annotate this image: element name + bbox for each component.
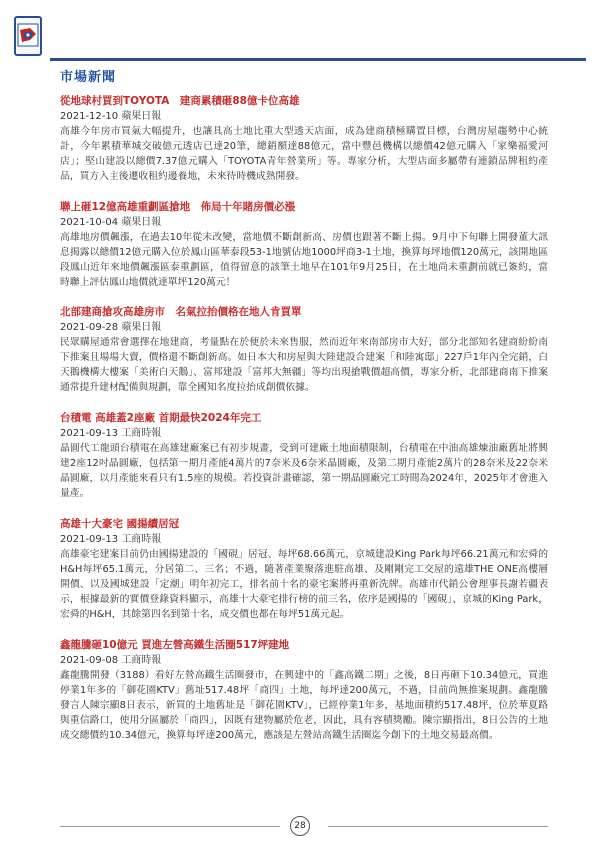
footer-rule-left xyxy=(60,826,280,827)
article-source: 蘋果日報 xyxy=(121,111,162,122)
page-footer xyxy=(0,816,600,836)
article-list xyxy=(60,94,548,759)
article-source: 工商時報 xyxy=(121,655,162,666)
article xyxy=(60,517,548,622)
article xyxy=(60,638,548,743)
article-date: 2021-09-28 xyxy=(60,322,119,333)
article-date: 2021-09-13 xyxy=(60,428,119,439)
article-body: 民眾購屋通常會選擇在地建商，考量點在於便於未來售服，然而近年來南部房市大好，部分北部知名建商紛紛南下推案且場場大賣，價格還不斷創新高。如日本大和房屋與大陸建設合建案「和陸寓邸」227戶1年內全完銷，白天鵝機構大樓案「美術白天鵝」、富邦建設「富邦大無疆」等均出現搶戰價超高價，專家分析，北部建商南下推案通常提升建材配備與規劃，靠全國知名度拉抬成創價依據。 xyxy=(60,337,548,393)
article-meta xyxy=(60,215,548,230)
article-title: 從地球村買到TOYOTA 建商累積砸88億卡位高雄 xyxy=(60,95,300,107)
article-body: 高雄今年房市買氣大幅提升，也讓具高土地比重大型透天店面，成為建商積極購置目標，台灣房屋趨勢中心統計，今年累積華城交破億元透店已達20筆，總銷額達88億元，當中豐邑機構以總價42億元購入「家樂福愛河店」；堅山建設以總價7.37億元購入「TOYOTA青年營業所」等。專家分析，大型店面多屬帶有連鎖品牌租約產品，買方入主後遷收租約邊養地，未來待時機成熟開發。 xyxy=(60,126,548,182)
article-title: 台積電 高雄蓋2座廠 首期最快2024年完工 xyxy=(60,412,262,424)
article-meta xyxy=(60,532,548,547)
publisher-logo xyxy=(14,16,42,56)
header-rule xyxy=(50,58,586,61)
publisher-logo-icon xyxy=(16,18,40,54)
article-body: 晶圓代工龍頭台積電在高雄建廠案已有初步規畫，受到可建廠土地面積限制，台積電在中油高雄煉油廠舊址將興建2座12吋晶圓廠，包括第一期月產能4萬片的7奈米及6奈米晶圓廠，及第二期月產能2萬片的28奈米及22奈米晶圓廠，以月產能來看只有1.5座的規模。若投資計畫確認，第一期晶圓廠完工時間為2024年，2025年才會進入量產。 xyxy=(60,443,548,499)
article-date: 2021-09-13 xyxy=(60,534,119,545)
article-title: 北部建商搶攻高雄房市 名氣拉抬價格在地人肯買單 xyxy=(60,306,302,318)
article-body: 高雄地房價飆漲，在過去10年從未改變，當地價不斷創新高、房價也跟著不斷上揚。9月中下旬聯上開發董大訊息揭露以總價12億元購入位於鳳山區華泰段53-1地號佔地1000坪商3-1土地，換算每坪地價120萬元，該開地區段鳳山近年來地價飆漲區泰重劃區，值得留意的該筆土地早在101年9月25日，在土地尚未重劃前就已簽約，當時聯上評估鳳山地價就達單坪120萬元！ xyxy=(60,232,548,288)
article-date: 2021-12-10 xyxy=(60,111,119,122)
article-title: 聯上砸12億高雄重劃區搶地 佈局十年賭房價必漲 xyxy=(60,201,296,213)
article-source: 工商時報 xyxy=(121,428,162,439)
article xyxy=(60,94,548,184)
footer-rule-right xyxy=(328,826,548,827)
article-title: 鑫龍騰砸10億元 買進左營高鐵生活圈517坪建地 xyxy=(60,639,290,651)
article-date: 2021-09-08 xyxy=(60,655,119,666)
article xyxy=(60,411,548,501)
article-body: 鑫龍騰開發（3188）看好左營高鐵生活圈發市，在興建中的「鑫高鐵二期」之後，8日再砸下10.34億元，買進停業1年多的「御花園KTV」舊址517.48坪「商四」土地，每坪達200萬元，不過，目前尚無推案規劃。鑫龍騰發言人陳宗顯8日表示，新買的土地舊址是「御花園KTV」，已經停業1年多，基地面積約517.48坪，位於華夏路與重信路口，使用分區屬於「商四」，因既有建物屬於危老，因此，具有容積獎勵。陳宗顯指出，8日公告的土地成交總價約10.34億元，換算每坪達200萬元，應該是左營站高鐵生活圈迄今創下的土地交易最高價。 xyxy=(60,670,548,741)
article-meta xyxy=(60,320,548,335)
article-title: 高雄十大豪宅 國揚續居冠 xyxy=(60,518,180,530)
article-meta xyxy=(60,426,548,441)
section-title: 市場新聞 xyxy=(60,70,117,85)
article-source: 蘋果日報 xyxy=(121,217,162,228)
article-meta xyxy=(60,653,548,668)
article xyxy=(60,305,548,395)
page-number: 28 xyxy=(290,816,310,836)
article-date: 2021-10-04 xyxy=(60,217,119,228)
article-source: 工商時報 xyxy=(121,534,162,545)
article xyxy=(60,200,548,290)
article-meta xyxy=(60,109,548,124)
article-body: 高雄豪宅建案目前仍由國揚建設的「國硯」居冠、每坪68.66萬元，京城建設King Park每坪66.21萬元和宏舜的H&H每坪65.1萬元，分居第二、三名；不過，隨著產業聚落進駐高雄、及剛剛完工交屋的遠雄THE ONE高樓層開價、以及國城建設「定潮」明年初完工，排名前十名的豪宅案將再重新洗牌。高雄市代銷公會理事長謝若疆表示，根據最新的實價登錄資料顯示，高雄十大豪宅排行榜的前三名，依序是國揚的「國硯」、京城的King Park，宏舜的H&H，其餘第四名到第十名，成交價也都在每坪51萬元起。 xyxy=(60,549,548,620)
article-source: 蘋果日報 xyxy=(121,322,162,333)
